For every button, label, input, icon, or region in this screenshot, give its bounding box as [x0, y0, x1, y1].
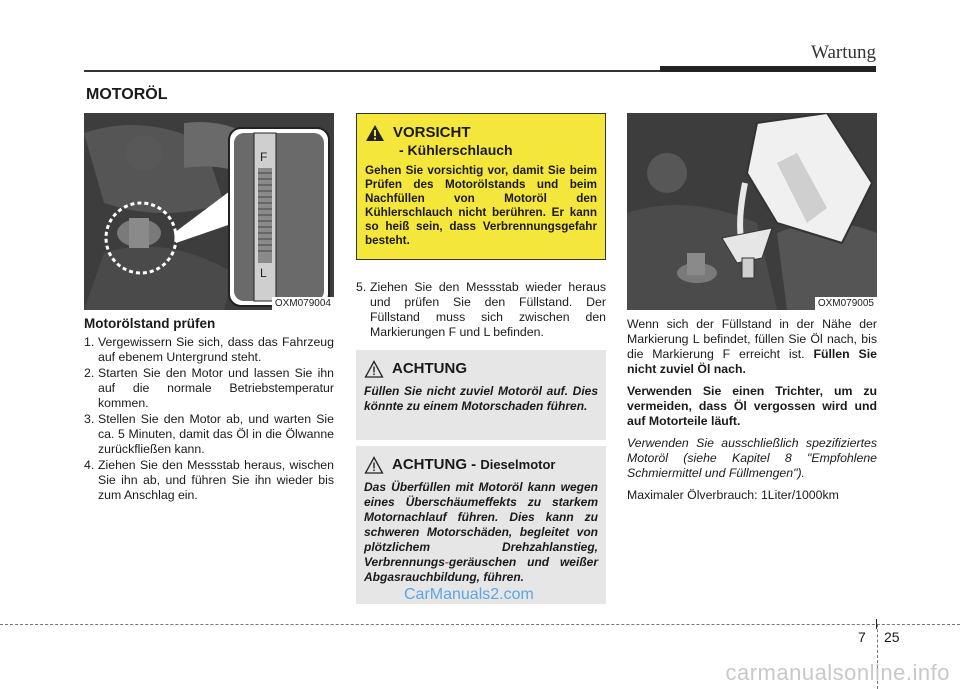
photo-caption-left: OXM079004 — [272, 297, 334, 310]
step-list — [84, 335, 334, 503]
oil-bottle-funnel-illustration — [627, 113, 877, 310]
watermark: CarManuals2.com — [404, 586, 534, 603]
warning-triangle-icon — [364, 360, 384, 378]
paragraph-fill-level: Wenn sich der Füllstand in der Nähe der Markierung L befindet, füllen Sie Öl nach, bis die Markierung F erreicht ist. Füllen Sie nicht zuviel Öl nach. — [627, 317, 877, 376]
list-item: 2. Starten Sie den Motor und lassen Sie ihn auf die normale Betriebstemperatur kommen. — [84, 366, 334, 410]
footer-rule — [0, 624, 960, 625]
dipstick-mark-l: L — [260, 266, 267, 280]
engine-dipstick-illustration — [84, 113, 334, 310]
dipstick-mark-f: F — [260, 150, 268, 164]
oil-filling-photo — [627, 113, 877, 310]
caution-subtitle: - Kühlerschlauch — [399, 142, 513, 158]
caution-box — [356, 113, 606, 260]
warning-triangle-icon — [364, 456, 384, 474]
list-item: 3. Stellen Sie den Motor ab, und warten Sie ca. 5 Minuten, damit das Öl in die Ölwanne zurückfließen kann. — [84, 412, 334, 456]
page-chapter: 7 — [858, 629, 866, 645]
list-item: 1. Vergewissern Sie sich, dass das Fahrzeug auf ebenem Untergrund steht. — [84, 335, 334, 364]
site-watermark: carmanualsonline.info — [725, 660, 950, 685]
left-column — [84, 316, 334, 504]
dipstick-photo — [84, 113, 334, 310]
paragraph-funnel: Verwenden Sie einen Trichter, um zu vermeiden, dass Öl vergossen wird und auf Motorteile läuft. — [627, 384, 877, 428]
achtung-diesel-title: ACHTUNG - Dieselmotor — [392, 456, 556, 473]
header-title: Wartung — [811, 42, 876, 63]
warning-triangle-icon — [365, 124, 385, 142]
achtung-title: ACHTUNG — [392, 360, 467, 377]
subhead-check-oil: Motorölstand prüfen — [84, 316, 216, 331]
paragraph-specified-oil: Verwenden Sie ausschließlich spezifiziertes Motoröl (siehe Kapitel 8 "Empfohlene Schmiermittel und Füllmengen"). — [627, 436, 877, 480]
right-column — [627, 317, 877, 510]
achtung-box-oil — [356, 350, 606, 440]
step-five — [356, 280, 606, 341]
achtung-text: Füllen Sie nicht zuviel Motoröl auf. Dies könnte zu einem Motorschaden führen. — [364, 384, 598, 413]
header-rule — [84, 70, 660, 72]
achtung-diesel-text: Das Überfüllen mit Motoröl kann wegen eines Überschäumeffekts zu starkem Motornachlauf führen. Dies kann zu schweren Motorschäden, begleitet von plötzlichem Drehzahlanstieg, Verbrennungs-geräuschen und weißer Abgasrauchbildung, führen. — [364, 480, 598, 584]
page-number: 25 — [884, 629, 900, 645]
caution-title: VORSICHT — [393, 124, 471, 141]
list-item: 4. Ziehen Sie den Messstab heraus, wischen Sie ihn ab, und führen Sie ihn wieder bis zum Anschlag ein. — [84, 458, 334, 502]
header-rule-thick — [660, 66, 876, 72]
footer-tick — [876, 619, 877, 629]
paragraph-max-consumption: Maximaler Ölverbrauch: 1Liter/1000km — [627, 488, 839, 502]
section-title: MOTORÖL — [86, 86, 168, 103]
photo-caption-right: OXM079005 — [815, 297, 877, 310]
caution-text: Gehen Sie vorsichtig vor, damit Sie beim Prüfen des Motorölstands und beim Nachfüllen von Motoröl den Kühlerschlauch nicht berühren. Er kann so heiß sein, dass Verbrennungsgefahr besteht. — [365, 164, 597, 247]
list-item: 5. Ziehen Sie den Messstab wieder heraus und prüfen Sie den Füllstand. Der Füllstand muss sich zwischen den Markierungen F und L befinden. — [356, 280, 606, 339]
achtung-box-diesel — [356, 446, 606, 604]
